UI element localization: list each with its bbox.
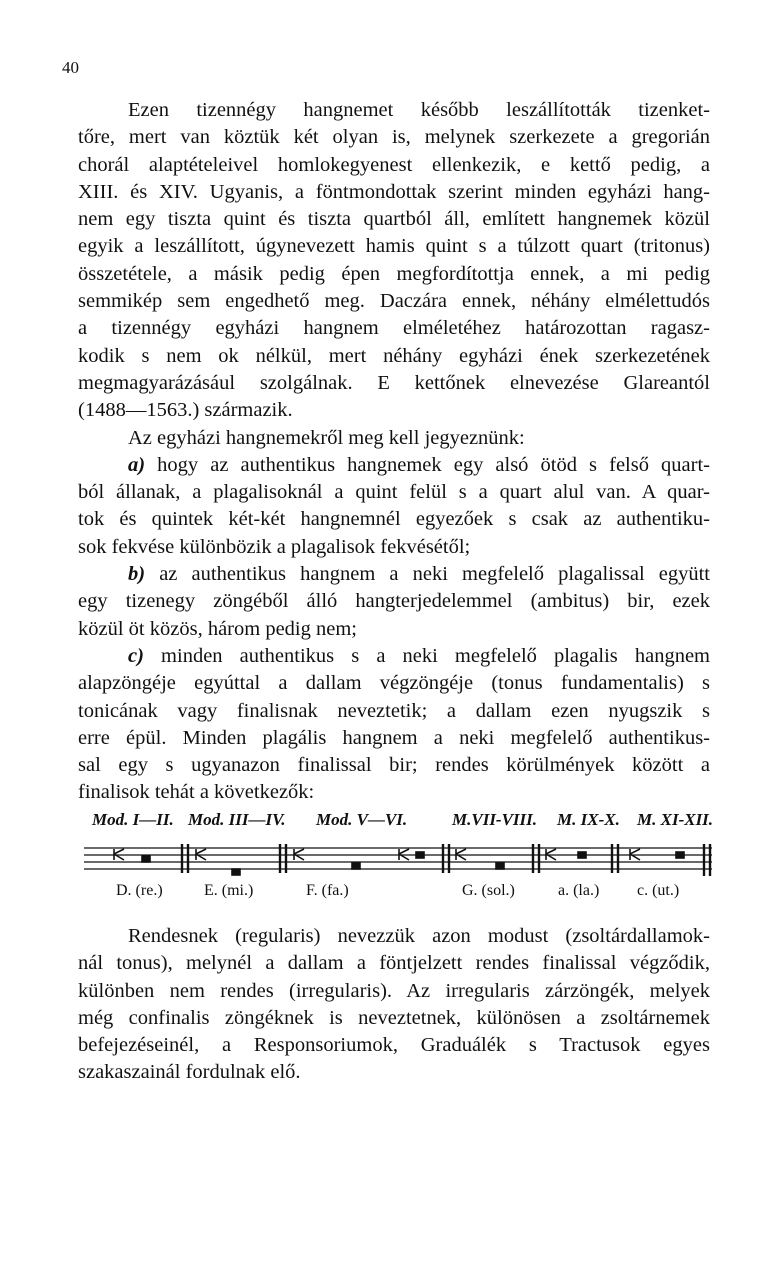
text-line: egyik a leszállított, úgynevezett hamis quint s a túlzott quart (tritonus)	[78, 235, 710, 258]
text-line: közül öt közös, három pedig nem;	[78, 617, 357, 640]
paragraph-rendes-modus	[78, 923, 710, 1087]
mode-label: Mod. III—IV.	[188, 810, 286, 829]
text-line: sok fekvése különbözik a plagalisok fekvésétől;	[78, 535, 471, 558]
note-punctum	[416, 852, 424, 858]
note-punctum	[232, 869, 240, 875]
text-line: minden authentikus s a neki megfelelő plagalis hangnem	[161, 644, 710, 667]
mode-labels	[84, 810, 714, 836]
text-line: ból állanak, a plagalisoknál a quint felül s a quart alul van. A quar-	[78, 481, 710, 504]
mode-label: Mod. V—VI.	[316, 810, 408, 829]
mode-label: M. IX-X.	[557, 810, 620, 829]
text-line: egy tizenegy zöngéből álló hangterjedelemmel (ambitus) bir, ezek	[78, 590, 710, 613]
text-line: a tizennégy egyházi hangnem elméletéhez határozottan ragasz-	[78, 317, 710, 340]
text-line: befejezéseinél, a Responsoriumok, Graduálék s Tractusok egyes	[78, 1034, 710, 1057]
text-line: kodik s nem ok nélkül, mert néhány egyházi ének szerkezetének	[78, 344, 710, 367]
text-line: hogy az authentikus hangnemek egy alsó ötöd s felső quart-	[157, 453, 711, 476]
note-label: F. (fa.)	[306, 882, 349, 899]
item-label: b)	[128, 563, 146, 586]
note-label: E. (mi.)	[204, 882, 254, 899]
text-line: összetétele, a másik pedig épen megfordítottja ennek, a mi pedig	[78, 262, 710, 285]
mode-label: M.VII-VIII.	[452, 810, 538, 829]
note-label: G. (sol.)	[462, 882, 515, 899]
chant-staff	[84, 840, 714, 880]
note-punctum	[142, 856, 150, 862]
text-line: az authentikus hangnem a neki megfelelő plagalissal együtt	[159, 563, 711, 586]
text-line: tőre, mert van köztük két olyan is, melynek szerkezete a gregorián	[78, 126, 710, 149]
text-line: chorál alaptételeivel homlokegyenest ellenkezik, e kettő pedig, a	[78, 153, 710, 176]
text-line: Rendesnek (regularis) nevezzük azon modust (zsoltárdallamok-	[128, 925, 710, 947]
text-line: (1488—1563.) származik.	[78, 399, 293, 422]
note-punctum	[676, 852, 684, 858]
note-label: D. (re.)	[116, 882, 163, 899]
text-line: szakaszainál fordulnak elő.	[78, 1061, 301, 1084]
text-line: megmagyarázásául szolgálnak. E kettőnek elnevezése Glareantól	[78, 371, 710, 394]
mode-label: M. XI-XII.	[637, 810, 714, 829]
finalis-notation-figure	[84, 810, 714, 906]
note-punctum	[352, 863, 360, 869]
item-a-first-line	[78, 452, 710, 479]
page-number: 40	[62, 58, 79, 77]
paragraph-tizennegy-hangnem	[78, 97, 710, 807]
text-line: még confinalis zöngéknek is neveztetnek, különösen a zsoltárnemek	[78, 1006, 710, 1029]
text-line: Ezen tizennégy hangnemet később leszállították tizenket-	[128, 99, 710, 121]
note-label: c. (ut.)	[637, 882, 680, 899]
note-label: a. (la.)	[558, 882, 600, 899]
item-label: c)	[128, 644, 144, 667]
text-line: nem egy tiszta quint és tiszta quartból áll, említett hangnemek közül	[78, 208, 710, 231]
text-line: tok és quintek két-két hangnemnél egyezőek s csak az authentiku-	[78, 508, 710, 531]
text-line: XIII. és XIV. Ugyanis, a föntmondottak szerint minden egyházi hang-	[78, 180, 710, 203]
item-c-first-line	[78, 643, 710, 670]
text-line: különben nem rendes (irregularis). Az irregularis zárzöngék, melyek	[78, 979, 710, 1002]
note-punctum	[578, 852, 586, 858]
text-line: alapzöngéje egyúttal a dallam végzöngéje (tonus fundamentalis) s	[78, 672, 710, 695]
text-line: nál tonus), melynél a dallam a föntjelzett rendes finalissal végződik,	[78, 952, 710, 975]
item-label: a)	[128, 453, 146, 476]
text-line: tonicának vagy finalisnak neveztetik; a dallam ezen nyugszik s	[78, 699, 710, 722]
text-line: sal egy s ugyanazon finalissal bir; rendes körülmények között a	[78, 754, 710, 777]
paragraph-intro: Az egyházi hangnemekről meg kell jegyeznünk:	[128, 426, 525, 449]
text-line: finalisok tehát a következők:	[78, 781, 315, 804]
note-punctum	[496, 863, 504, 869]
note-labels	[84, 882, 714, 906]
item-b-first-line	[78, 561, 710, 588]
text-line: semmikép sem engedhető meg. Daczára ennek, néhány elmélettudós	[78, 290, 710, 313]
text-line: erre épül. Minden plagális hangnem a neki megfelelő authentikus-	[78, 726, 710, 749]
mode-label: Mod. I—II.	[92, 810, 174, 829]
